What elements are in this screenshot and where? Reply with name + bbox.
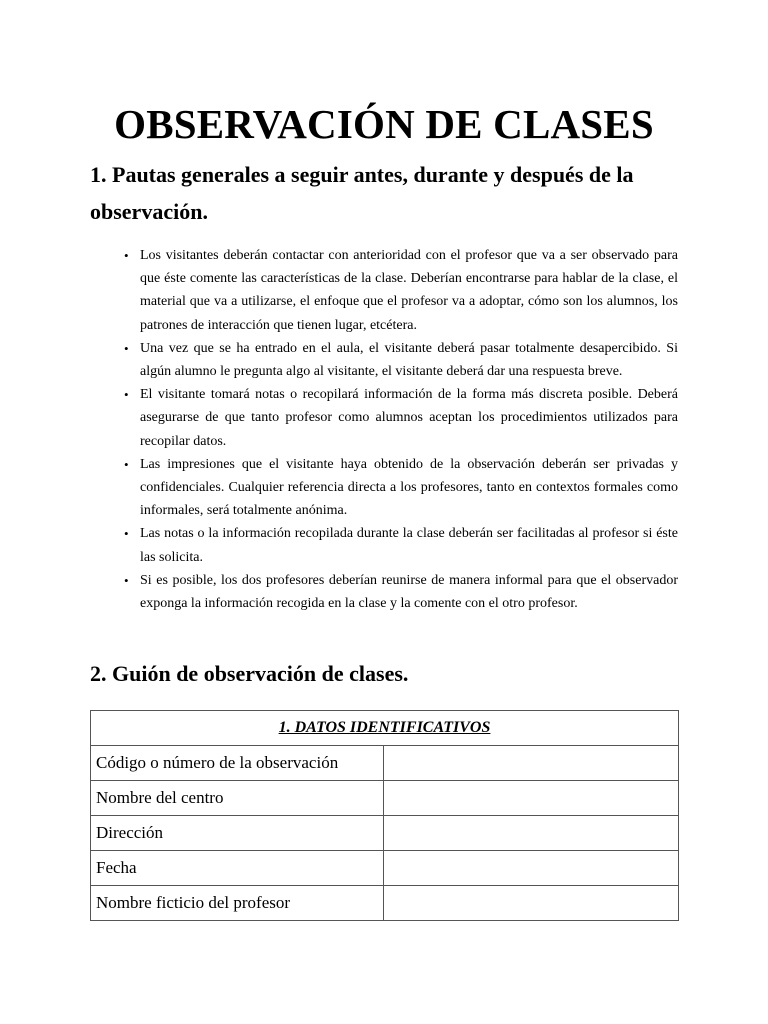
list-item: • Las impresiones que el visitante haya obtenido de la observación deberán ser privadas y confidenciales. Cualquier referencia directa a los profesores, tanto en contextos formales como informales, será totalmente anónima.	[121, 453, 678, 523]
bullet-icon: •	[124, 248, 129, 263]
row-value-field[interactable]	[384, 781, 679, 816]
table-row	[91, 746, 679, 781]
row-value-field[interactable]	[384, 886, 679, 921]
row-value-field[interactable]	[384, 746, 679, 781]
bullet-icon: •	[124, 572, 129, 588]
section-1-heading: 1. Pautas generales a seguir antes, durante y después de la observación.	[90, 162, 634, 224]
table-row	[91, 816, 679, 851]
row-value-field[interactable]	[384, 851, 679, 886]
bullet-icon: •	[124, 387, 129, 403]
table-header: 1. DATOS IDENTIFICATIVOS	[91, 711, 679, 746]
list-item: • Los visitantes deberán contactar con anterioridad con el profesor que va a ser observado para que éste comente las características de la clase. Deberían encontrarse para hablar de la clase, el material que va a utilizarse, el enfoque que el profesor va a adoptar, cómo son los alumnos, los patrones de interacción que tienen lugar, etcétera.	[121, 244, 678, 337]
document-title: OBSERVACIÓN DE CLASES	[114, 101, 654, 147]
bullet-icon: •	[124, 526, 129, 542]
row-label: Nombre del centro	[91, 781, 384, 816]
list-item: • Las notas o la información recopilada durante la clase deberán ser facilitadas al profesor si éste las solicita.	[121, 522, 678, 568]
row-label: Nombre ficticio del profesor	[91, 886, 384, 921]
section-2-heading: 2. Guión de observación de clases.	[90, 661, 409, 686]
table-row	[91, 886, 679, 921]
table-header-row	[91, 711, 679, 746]
bullet-icon: •	[124, 456, 129, 472]
list-item: • Una vez que se ha entrado en el aula, el visitante deberá pasar totalmente desapercibido. Si algún alumno le pregunta algo al visitante, el visitante deberá dar una respuesta breve.	[121, 337, 678, 383]
list-item: • Si es posible, los dos profesores deberían reunirse de manera informal para que el observador exponga la información recogida en la clase y la comente con el otro profesor.	[121, 569, 678, 615]
row-label: Dirección	[91, 816, 384, 851]
list-item: • El visitante tomará notas o recopilará información de la forma más discreta posible. Deberá asegurarse de que tanto profesor como alumnos aceptan los procedimientos utilizados para recopilar datos.	[121, 383, 678, 453]
guidelines-list	[121, 244, 678, 615]
row-label: Fecha	[91, 851, 384, 886]
table-row	[91, 781, 679, 816]
row-value-field[interactable]	[384, 816, 679, 851]
row-label: Código o número de la observación	[91, 746, 384, 781]
bullet-icon: •	[124, 340, 129, 356]
table-row	[91, 851, 679, 886]
identification-table	[90, 710, 679, 921]
